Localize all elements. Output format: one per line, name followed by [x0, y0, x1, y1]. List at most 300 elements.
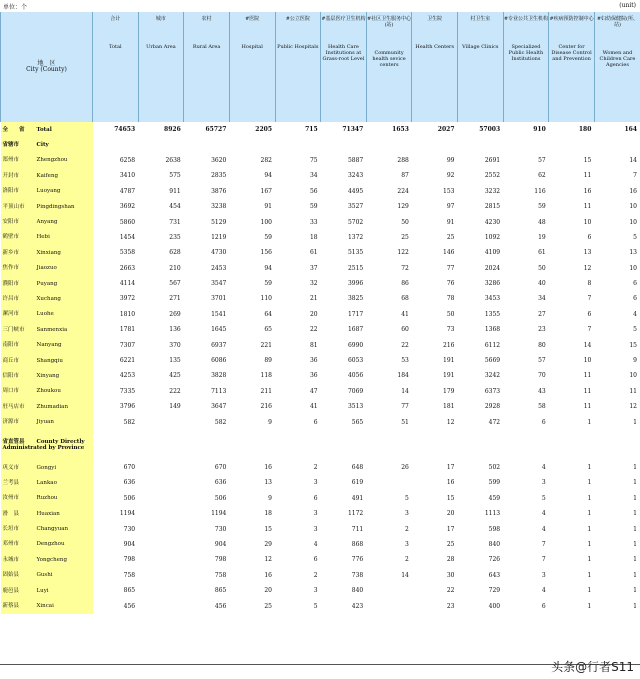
- value-cell: 3: [313, 525, 318, 533]
- value-cell: 10: [629, 372, 637, 380]
- value-cell: 60: [401, 326, 409, 334]
- value-cell: 1687: [347, 326, 364, 334]
- column-header-cn: #专业公共卫生机构: [503, 16, 549, 22]
- value-cell: 904: [214, 540, 227, 548]
- value-cell: 3876: [211, 187, 227, 195]
- value-cell: 3796: [119, 403, 136, 411]
- value-cell: 10: [583, 218, 592, 226]
- column-header-en: Community health sevice centers: [372, 50, 406, 68]
- value-cell: 502: [488, 464, 501, 471]
- region-cell: [1, 598, 93, 613]
- value-cell: 729: [488, 587, 501, 595]
- value-cell: 491: [351, 494, 364, 502]
- region-cell: [1, 414, 93, 429]
- region-name-en: Changyuan: [36, 526, 69, 533]
- value-cell: 4: [541, 464, 546, 471]
- value-cell: 3996: [347, 280, 364, 288]
- value-cell: 14: [629, 156, 637, 164]
- value-cell: 1: [633, 479, 637, 487]
- value-cell: 5: [633, 326, 637, 334]
- value-cell: [184, 430, 230, 460]
- value-cell: 12: [264, 556, 272, 564]
- value-cell: 1: [633, 464, 637, 471]
- value-cell: 3825: [347, 295, 364, 303]
- value-cell: 1372: [347, 233, 364, 241]
- value-cell: 269: [169, 310, 181, 318]
- region-name-cn: 焦作市: [2, 265, 20, 272]
- value-cell: 61: [538, 249, 546, 257]
- value-cell: 7113: [211, 387, 227, 395]
- value-cell: 1: [633, 571, 637, 579]
- value-cell: 865: [123, 587, 136, 595]
- value-cell: 100: [260, 218, 272, 226]
- table-row: [1, 261, 640, 276]
- region-name-cn: 邓州市: [2, 541, 20, 548]
- table-row: [1, 368, 640, 383]
- value-cell: 80: [538, 341, 546, 349]
- value-cell: 3692: [119, 203, 136, 211]
- value-cell: 1: [587, 510, 592, 518]
- value-cell: 12: [446, 418, 455, 426]
- value-cell: 3453: [484, 295, 501, 303]
- value-cell: 68: [401, 295, 409, 303]
- value-cell: [138, 460, 184, 475]
- value-cell: 25: [446, 540, 455, 548]
- region-name-cn: 滑 县: [2, 510, 20, 517]
- value-cell: 5702: [347, 218, 364, 226]
- value-cell: 13: [629, 249, 637, 257]
- value-cell: 20: [446, 510, 455, 518]
- region-name-en: Luoyang: [36, 188, 61, 195]
- value-cell: 191: [443, 357, 455, 365]
- value-cell: 3243: [347, 172, 364, 180]
- value-cell: 3410: [119, 172, 136, 180]
- value-cell: 25: [446, 233, 455, 241]
- value-cell: 1219: [211, 233, 227, 241]
- value-cell: 6373: [484, 387, 501, 395]
- region-cell: [1, 230, 93, 245]
- value-cell: 3: [405, 510, 409, 518]
- value-cell: 30: [446, 571, 455, 579]
- value-cell: 4109: [484, 249, 501, 257]
- value-cell: [321, 137, 367, 152]
- value-cell: 89: [264, 357, 272, 365]
- value-cell: 582: [123, 418, 136, 426]
- table-body: [1, 122, 640, 614]
- value-cell: 636: [214, 479, 227, 487]
- value-cell: 2663: [119, 264, 136, 272]
- value-cell: 1368: [484, 326, 501, 334]
- region-cell: [1, 460, 93, 475]
- value-cell: 136: [169, 326, 181, 334]
- region-name-en: Xincai: [36, 603, 54, 610]
- value-cell: [275, 430, 321, 460]
- value-cell: 33: [309, 218, 318, 226]
- value-cell: 19: [538, 233, 546, 241]
- region-name-cn: 新蔡县: [2, 603, 20, 610]
- value-cell: 1: [587, 418, 592, 426]
- value-cell: 506: [214, 494, 227, 502]
- value-cell: 15: [264, 525, 272, 533]
- value-cell: 20: [264, 587, 272, 595]
- value-cell: 3547: [211, 280, 227, 288]
- value-cell: 58: [538, 403, 546, 411]
- value-cell: 50: [446, 310, 455, 318]
- value-cell: 1: [633, 494, 637, 502]
- region-name-cn: 开封市: [2, 172, 20, 179]
- value-cell: 77: [446, 264, 455, 272]
- region-name-cn: 鹿邑县: [2, 587, 20, 594]
- region-name-en: Zhumadian: [36, 403, 69, 410]
- region-cell: [1, 184, 93, 199]
- column-header-en: Urban Area: [146, 44, 176, 50]
- column-header-en: Health Care Institutions at Grass-root Level: [322, 44, 365, 62]
- value-cell: 22: [401, 341, 409, 349]
- column-header-cn: 农村: [201, 16, 212, 22]
- value-cell: 6937: [211, 341, 227, 349]
- value-cell: 2: [405, 525, 409, 533]
- value-cell: 94: [264, 172, 272, 180]
- value-cell: 181: [443, 403, 455, 411]
- table-row: [1, 353, 640, 368]
- column-header-en: Total: [109, 44, 122, 50]
- value-cell: 76: [446, 280, 455, 288]
- value-cell: 91: [264, 203, 272, 211]
- region-cell: [1, 399, 93, 414]
- region-cell: [1, 430, 93, 460]
- value-cell: 3972: [119, 295, 136, 303]
- value-cell: 5: [633, 233, 637, 241]
- value-cell: 1172: [347, 510, 364, 518]
- value-cell: 1: [587, 479, 592, 487]
- value-cell: 78: [446, 295, 455, 303]
- value-cell: [138, 552, 184, 567]
- value-cell: 5129: [211, 218, 227, 226]
- column-header: [458, 12, 504, 122]
- value-cell: 1: [587, 587, 592, 595]
- value-cell: 221: [260, 341, 272, 349]
- table-row: [1, 230, 640, 245]
- value-cell: 6053: [347, 357, 364, 365]
- value-cell: 91: [446, 218, 455, 226]
- unit-label-en: (unit): [619, 2, 636, 9]
- value-cell: 14: [583, 341, 592, 349]
- value-cell: 1: [587, 602, 592, 610]
- value-cell: [366, 583, 412, 598]
- region-name-cn: 信阳市: [2, 372, 20, 379]
- value-cell: 2: [313, 464, 318, 471]
- value-cell: 3828: [211, 372, 227, 380]
- value-cell: 472: [488, 418, 501, 426]
- column-header: [184, 12, 230, 122]
- value-cell: [503, 137, 549, 152]
- value-cell: [93, 430, 139, 460]
- value-cell: 25: [264, 602, 272, 610]
- region-name-cn: 漯河市: [2, 311, 20, 318]
- region-name-en: Jiaozuo: [36, 265, 57, 272]
- value-cell: 48: [538, 218, 546, 226]
- value-cell: 18: [264, 510, 272, 518]
- value-cell: 5135: [347, 249, 364, 257]
- value-cell: [594, 430, 640, 460]
- value-cell: 840: [351, 587, 364, 595]
- value-cell: 456: [214, 602, 227, 610]
- value-cell: 4230: [484, 218, 501, 226]
- value-cell: 74653: [114, 126, 136, 134]
- value-cell: 16: [629, 187, 637, 195]
- value-cell: 456: [123, 602, 136, 610]
- region-cell: [1, 521, 93, 536]
- value-cell: 118: [260, 372, 272, 380]
- region-name-cn: 平顶山市: [2, 203, 25, 210]
- column-header: [321, 12, 367, 122]
- value-cell: 758: [123, 571, 136, 579]
- region-cell: [1, 291, 93, 306]
- value-cell: 180: [578, 126, 592, 134]
- column-header-en: Center for Disease Control and Prevention: [551, 44, 592, 62]
- region-name-en: County Directly Administrated by Province: [2, 438, 85, 451]
- value-cell: 738: [351, 571, 364, 579]
- value-cell: 3242: [484, 372, 501, 380]
- column-header-en: Village Clinics: [462, 44, 499, 50]
- column-header-en: Rural Area: [192, 44, 221, 50]
- value-cell: 1: [633, 540, 637, 548]
- value-cell: 865: [214, 587, 227, 595]
- value-cell: 20: [309, 310, 318, 318]
- region-name-en: Dengzhou: [36, 541, 65, 548]
- value-cell: 71347: [342, 126, 364, 134]
- region-name-en: Xinxiang: [36, 249, 61, 256]
- value-cell: [594, 137, 640, 152]
- column-header-en: Specialized Public Health Institutions: [508, 44, 544, 62]
- value-cell: 3286: [484, 280, 501, 288]
- column-header: [93, 12, 139, 122]
- value-cell: 2815: [484, 203, 501, 211]
- value-cell: 711: [351, 525, 364, 533]
- region-header-en: City (County): [26, 66, 67, 73]
- region-cell: [1, 384, 93, 399]
- value-cell: 3: [541, 571, 546, 579]
- value-cell: 1: [633, 418, 637, 426]
- value-cell: 1: [587, 571, 592, 579]
- value-cell: 222: [169, 387, 181, 395]
- value-cell: 2: [405, 556, 409, 564]
- value-cell: 34: [538, 295, 546, 303]
- column-header-cn: 卫生院: [427, 16, 443, 22]
- value-cell: 72: [401, 264, 409, 272]
- value-cell: 6: [633, 295, 637, 303]
- column-header: [412, 12, 458, 122]
- value-cell: 1645: [211, 326, 227, 334]
- table-row: [1, 506, 640, 521]
- value-cell: 59: [538, 203, 546, 211]
- value-cell: [412, 430, 458, 460]
- value-cell: 8: [587, 280, 592, 288]
- value-cell: [412, 137, 458, 152]
- value-cell: 23: [538, 326, 546, 334]
- value-cell: 1: [587, 494, 592, 502]
- value-cell: 3: [541, 479, 546, 487]
- value-cell: 7: [633, 172, 637, 180]
- value-cell: 619: [351, 479, 364, 487]
- value-cell: 3620: [211, 156, 227, 164]
- region-header: [1, 12, 93, 122]
- value-cell: 567: [169, 280, 181, 288]
- value-cell: 731: [169, 218, 181, 226]
- value-cell: 50: [401, 218, 409, 226]
- region-name-en: Gongyi: [36, 464, 57, 471]
- value-cell: 17: [446, 464, 455, 471]
- column-header-cn: 城市: [155, 16, 166, 22]
- value-cell: 7: [541, 540, 546, 548]
- region-name-cn: 全 省: [2, 126, 25, 133]
- value-cell: 1454: [119, 233, 136, 241]
- value-cell: [229, 137, 275, 152]
- value-cell: 1: [633, 587, 637, 595]
- value-cell: 22: [446, 587, 455, 595]
- region-cell: [1, 568, 93, 583]
- value-cell: 65727: [205, 126, 227, 134]
- region-name-cn: 巩义市: [2, 464, 20, 471]
- value-cell: 643: [488, 571, 501, 579]
- value-cell: 191: [443, 372, 455, 380]
- value-cell: 4787: [119, 187, 136, 195]
- value-cell: 459: [488, 494, 501, 502]
- value-cell: 16: [446, 479, 455, 487]
- value-cell: 3: [313, 510, 318, 518]
- value-cell: 59: [264, 280, 272, 288]
- value-cell: [138, 521, 184, 536]
- table-row: [1, 184, 640, 199]
- region-cell: [1, 353, 93, 368]
- region-name-en: Total: [36, 126, 52, 133]
- value-cell: 16: [264, 464, 272, 471]
- column-header-cn: #妇幼保健院(所、站): [596, 16, 639, 28]
- value-cell: 41: [309, 403, 318, 411]
- value-cell: 271: [169, 295, 181, 303]
- value-cell: 28: [446, 556, 455, 564]
- column-header-cn: #社区卫生服务中心(站): [366, 16, 412, 28]
- value-cell: 3232: [484, 187, 501, 195]
- region-cell: [1, 122, 93, 137]
- value-cell: 99: [446, 156, 455, 164]
- value-cell: 648: [351, 464, 364, 471]
- column-header-cn: 村卫生室: [470, 16, 491, 22]
- value-cell: 3: [405, 540, 409, 548]
- value-cell: 9: [268, 418, 272, 426]
- table-row: [1, 598, 640, 613]
- value-cell: 4: [541, 587, 546, 595]
- value-cell: 29: [264, 540, 272, 548]
- value-cell: 1653: [392, 126, 409, 134]
- value-cell: 5: [313, 602, 318, 610]
- value-cell: 3647: [211, 403, 227, 411]
- value-cell: 73: [446, 326, 455, 334]
- region-name-cn: 三门峡市: [2, 326, 25, 333]
- value-cell: 61: [309, 249, 318, 257]
- value-cell: 2515: [347, 264, 364, 272]
- value-cell: [366, 430, 412, 460]
- column-header-cn: #基层医疗卫生机构: [321, 16, 366, 22]
- value-cell: 167: [260, 187, 272, 195]
- column-header: [549, 12, 595, 122]
- value-cell: 1194: [211, 510, 227, 518]
- value-cell: 75: [309, 156, 318, 164]
- value-cell: 65: [264, 326, 272, 334]
- column-header-cn: #医院: [245, 16, 260, 22]
- value-cell: 4: [541, 525, 546, 533]
- value-cell: 97: [446, 203, 455, 211]
- value-cell: [549, 137, 595, 152]
- value-cell: 210: [169, 264, 181, 272]
- value-cell: 6112: [484, 341, 501, 349]
- value-cell: [138, 137, 184, 152]
- value-cell: 6: [587, 233, 592, 241]
- value-cell: 15: [583, 156, 592, 164]
- region-cell: [1, 368, 93, 383]
- value-cell: 868: [351, 540, 364, 548]
- value-cell: 2691: [484, 156, 501, 164]
- table-row: [1, 491, 640, 506]
- value-cell: 50: [538, 264, 546, 272]
- value-cell: 5358: [119, 249, 136, 257]
- region-name-cn: 商丘市: [2, 357, 20, 364]
- value-cell: [458, 430, 504, 460]
- region-name-en: Luohe: [36, 311, 54, 318]
- value-cell: 730: [123, 525, 136, 533]
- value-cell: 599: [488, 479, 501, 487]
- value-cell: [549, 430, 595, 460]
- table-row: [1, 414, 640, 429]
- value-cell: 726: [488, 556, 501, 564]
- value-cell: 4253: [119, 372, 136, 380]
- table-row: [1, 384, 640, 399]
- value-cell: 81: [309, 341, 318, 349]
- column-header-en: Women and Children Care Agencies: [599, 50, 636, 68]
- value-cell: 2205: [255, 126, 272, 134]
- value-cell: 10: [629, 264, 637, 272]
- column-header-cn: #公立医院: [285, 16, 310, 22]
- value-cell: 1: [633, 556, 637, 564]
- value-cell: 14: [401, 387, 409, 395]
- table-row: [1, 307, 640, 322]
- region-name-en: City: [36, 142, 49, 149]
- value-cell: 370: [169, 341, 181, 349]
- value-cell: 4730: [211, 249, 227, 257]
- value-cell: 7335: [119, 387, 136, 395]
- value-cell: 41: [401, 310, 409, 318]
- region-name-cn: 濮阳市: [2, 280, 20, 287]
- value-cell: [458, 137, 504, 152]
- region-name-en: Pingdingshan: [36, 203, 75, 210]
- value-cell: 184: [397, 372, 409, 380]
- column-header-cn: 合计: [110, 16, 121, 22]
- value-cell: 10: [583, 357, 592, 365]
- value-cell: 715: [305, 126, 318, 134]
- value-cell: 122: [397, 249, 409, 257]
- table-row: [1, 583, 640, 598]
- value-cell: [138, 537, 184, 552]
- value-cell: 51: [401, 418, 409, 426]
- value-cell: 423: [351, 602, 364, 610]
- region-name-cn: 洛阳市: [2, 188, 20, 195]
- value-cell: 40: [538, 280, 546, 288]
- region-cell: [1, 214, 93, 229]
- value-cell: [275, 137, 321, 152]
- value-cell: 116: [534, 187, 546, 195]
- value-cell: [366, 598, 412, 613]
- region-name-cn: 安阳市: [2, 219, 20, 226]
